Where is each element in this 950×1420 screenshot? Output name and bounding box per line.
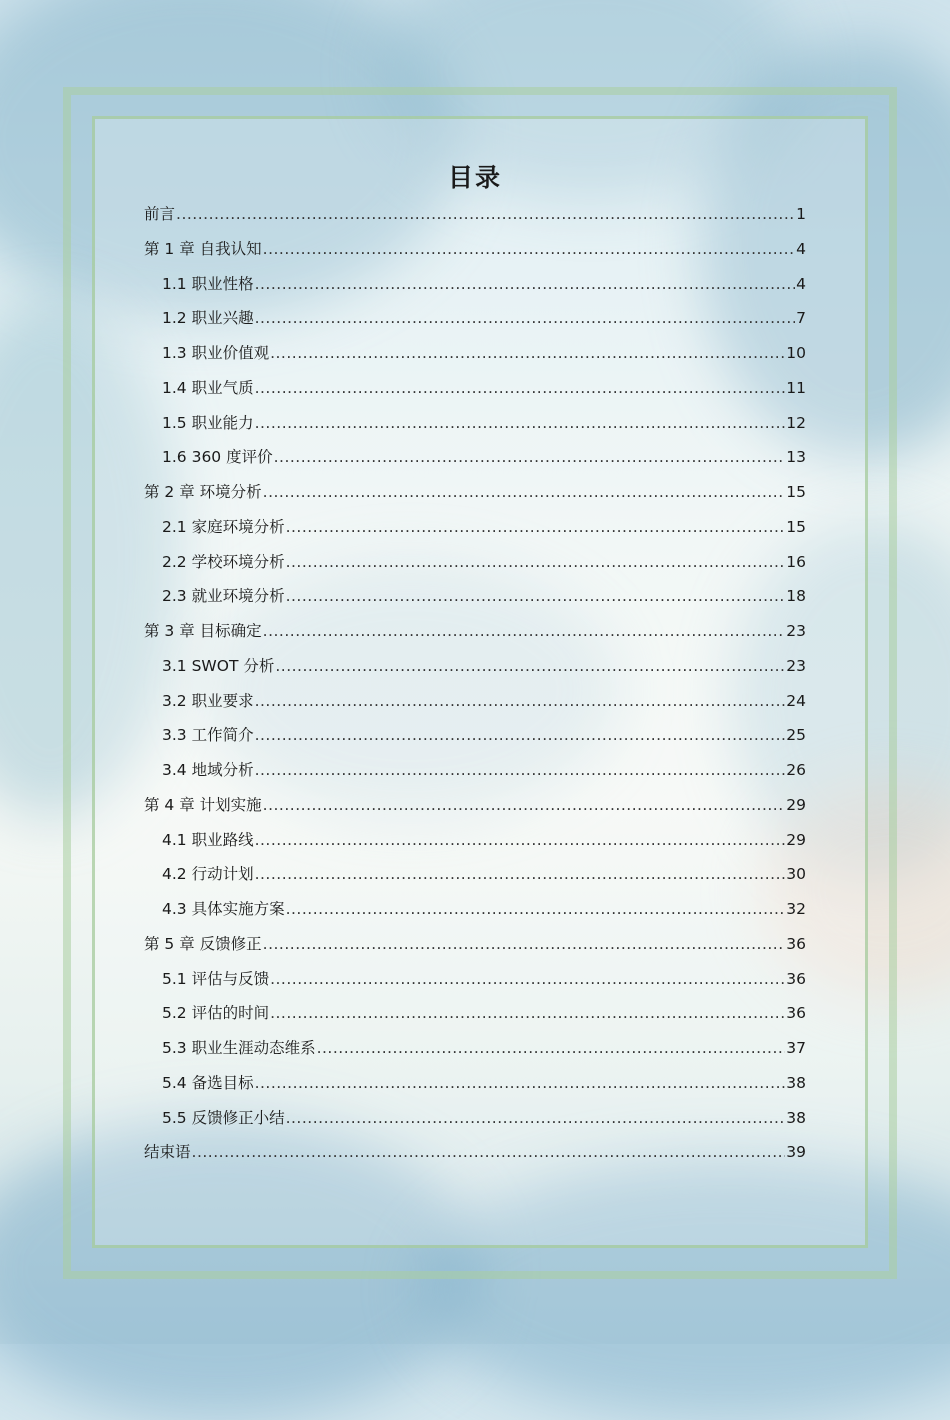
toc-chapter-entry[interactable] (144, 1135, 806, 1170)
toc-entry-label: 5.4 备选目标 (162, 1073, 254, 1092)
toc-page-number: 36 (786, 934, 806, 953)
toc-section-entry[interactable] (144, 440, 806, 475)
toc-page-number: 36 (786, 1004, 806, 1023)
toc-dot-leader (255, 301, 796, 336)
toc-page-number: 26 (786, 761, 806, 779)
toc-title: 目录 (447, 163, 502, 192)
toc-chapter-entry[interactable] (144, 614, 806, 649)
toc-section-entry[interactable] (144, 336, 806, 371)
toc-entry-label: 1.3 职业价值观 (162, 344, 270, 362)
toc-page-number: 23 (786, 656, 806, 675)
toc-page-number: 23 (786, 622, 806, 640)
toc-page-number: 25 (786, 726, 806, 745)
toc-dot-leader (255, 753, 786, 788)
toc-page-number: 18 (786, 587, 806, 606)
toc-section-entry[interactable] (144, 684, 806, 719)
toc-entry-label: 5.3 职业生涯动态维系 (162, 1039, 316, 1057)
toc-dot-leader (286, 892, 786, 927)
toc-entry-label: 结束语 (144, 1143, 191, 1162)
toc-dot-leader (317, 1031, 786, 1066)
toc-page-number: 7 (796, 309, 806, 328)
toc-section-entry[interactable] (144, 753, 806, 788)
toc-dot-leader (263, 475, 786, 510)
toc-section-entry[interactable] (144, 1066, 806, 1101)
toc-chapter-entry[interactable] (144, 788, 806, 823)
toc-entry-label: 3.4 地域分析 (162, 761, 254, 779)
toc-section-entry[interactable] (144, 301, 806, 336)
toc-page-number: 30 (786, 865, 806, 884)
toc-dot-leader (286, 579, 786, 614)
toc-entry-label: 2.1 家庭环境分析 (162, 517, 285, 536)
toc-section-entry[interactable] (144, 857, 806, 892)
toc-entry-label: 4.2 行动计划 (162, 865, 254, 884)
toc-entry-label: 3.3 工作简介 (162, 726, 254, 745)
toc-dot-leader (263, 232, 795, 267)
toc-dot-leader (176, 197, 795, 232)
toc-section-entry[interactable] (144, 649, 806, 684)
toc-chapter-entry[interactable] (144, 197, 806, 232)
toc-page-number: 15 (786, 517, 806, 536)
toc-entry-label: 2.2 学校环境分析 (162, 552, 285, 571)
toc-dot-leader (286, 1101, 786, 1136)
toc-page-number: 10 (786, 344, 806, 362)
toc-page-number: 29 (786, 795, 806, 814)
toc-entry-label: 3.2 职业要求 (162, 691, 254, 710)
toc-dot-leader (270, 996, 785, 1031)
toc-dot-leader (192, 1135, 786, 1170)
toc-entry-label: 4.1 职业路线 (162, 830, 254, 849)
toc-entry-label: 3.1 SWOT 分析 (162, 656, 275, 675)
toc-chapter-entry[interactable] (144, 232, 806, 267)
toc-dot-leader (263, 788, 786, 823)
toc-dot-leader (274, 440, 786, 475)
toc-page-number: 13 (786, 448, 806, 467)
toc-section-entry[interactable] (144, 545, 806, 580)
toc-entry-label: 1.5 职业能力 (162, 413, 254, 432)
toc-entry-label: 5.5 反馈修正小结 (162, 1108, 285, 1127)
toc-dot-leader (255, 857, 786, 892)
toc-entry-label: 第 2 章 环境分析 (144, 483, 262, 501)
toc-dot-leader (255, 267, 796, 302)
toc-entry-label: 第 5 章 反馈修正 (144, 934, 262, 953)
toc-entry-label: 2.3 就业环境分析 (162, 587, 285, 606)
toc-page-number: 4 (796, 274, 806, 293)
toc-dot-leader (270, 336, 785, 371)
toc-page-number: 38 (786, 1073, 806, 1092)
toc-section-entry[interactable] (144, 962, 806, 997)
toc-page-number: 11 (786, 378, 806, 397)
toc-dot-leader (255, 684, 786, 719)
toc-section-entry[interactable] (144, 406, 806, 441)
toc-page-number: 24 (786, 691, 806, 710)
toc-page-number: 38 (786, 1108, 806, 1127)
toc-entry-label: 第 4 章 计划实施 (144, 795, 262, 814)
toc-page-number: 12 (786, 413, 806, 432)
toc-dot-leader (270, 962, 785, 997)
toc-section-entry[interactable] (144, 510, 806, 545)
toc-section-entry[interactable] (144, 823, 806, 858)
toc-dot-leader (255, 718, 786, 753)
toc-dot-leader (286, 510, 786, 545)
toc-page-number: 36 (786, 969, 806, 988)
toc-entry-label: 1.2 职业兴趣 (162, 309, 254, 328)
toc-page-number: 29 (786, 830, 806, 849)
toc-section-entry[interactable] (144, 892, 806, 927)
toc-entry-label: 第 1 章 自我认知 (144, 239, 262, 258)
toc-dot-leader (275, 649, 785, 684)
toc-dot-leader (263, 927, 786, 962)
toc-section-entry[interactable] (144, 579, 806, 614)
toc-dot-leader (255, 823, 786, 858)
toc-section-entry[interactable] (144, 371, 806, 406)
toc-page-number: 39 (786, 1143, 806, 1162)
table-of-contents (144, 197, 806, 1170)
toc-entry-label: 5.2 评估的时间 (162, 1004, 270, 1023)
toc-dot-leader (255, 371, 786, 406)
toc-chapter-entry[interactable] (144, 927, 806, 962)
toc-page-number: 16 (786, 552, 806, 571)
toc-dot-leader (286, 545, 786, 580)
toc-entry-label: 1.6 360 度评价 (162, 448, 273, 467)
toc-chapter-entry[interactable] (144, 475, 806, 510)
toc-page-number: 15 (786, 483, 806, 501)
toc-section-entry[interactable] (144, 718, 806, 753)
toc-dot-leader (263, 614, 786, 649)
toc-dot-leader (255, 1066, 786, 1101)
toc-section-entry[interactable] (144, 1031, 806, 1066)
toc-entry-label: 第 3 章 目标确定 (144, 622, 262, 640)
toc-page-number: 4 (796, 239, 806, 258)
toc-section-entry[interactable] (144, 267, 806, 302)
toc-page-number: 32 (786, 900, 806, 918)
toc-entry-label: 1.4 职业气质 (162, 378, 254, 397)
toc-page-number: 37 (786, 1039, 806, 1057)
toc-page-number: 1 (796, 205, 806, 223)
toc-section-entry[interactable] (144, 1101, 806, 1136)
toc-entry-label: 1.1 职业性格 (162, 274, 254, 293)
toc-entry-label: 4.3 具体实施方案 (162, 900, 285, 918)
toc-entry-label: 5.1 评估与反馈 (162, 969, 270, 988)
toc-section-entry[interactable] (144, 996, 806, 1031)
toc-entry-label: 前言 (144, 205, 176, 223)
toc-dot-leader (255, 406, 786, 441)
